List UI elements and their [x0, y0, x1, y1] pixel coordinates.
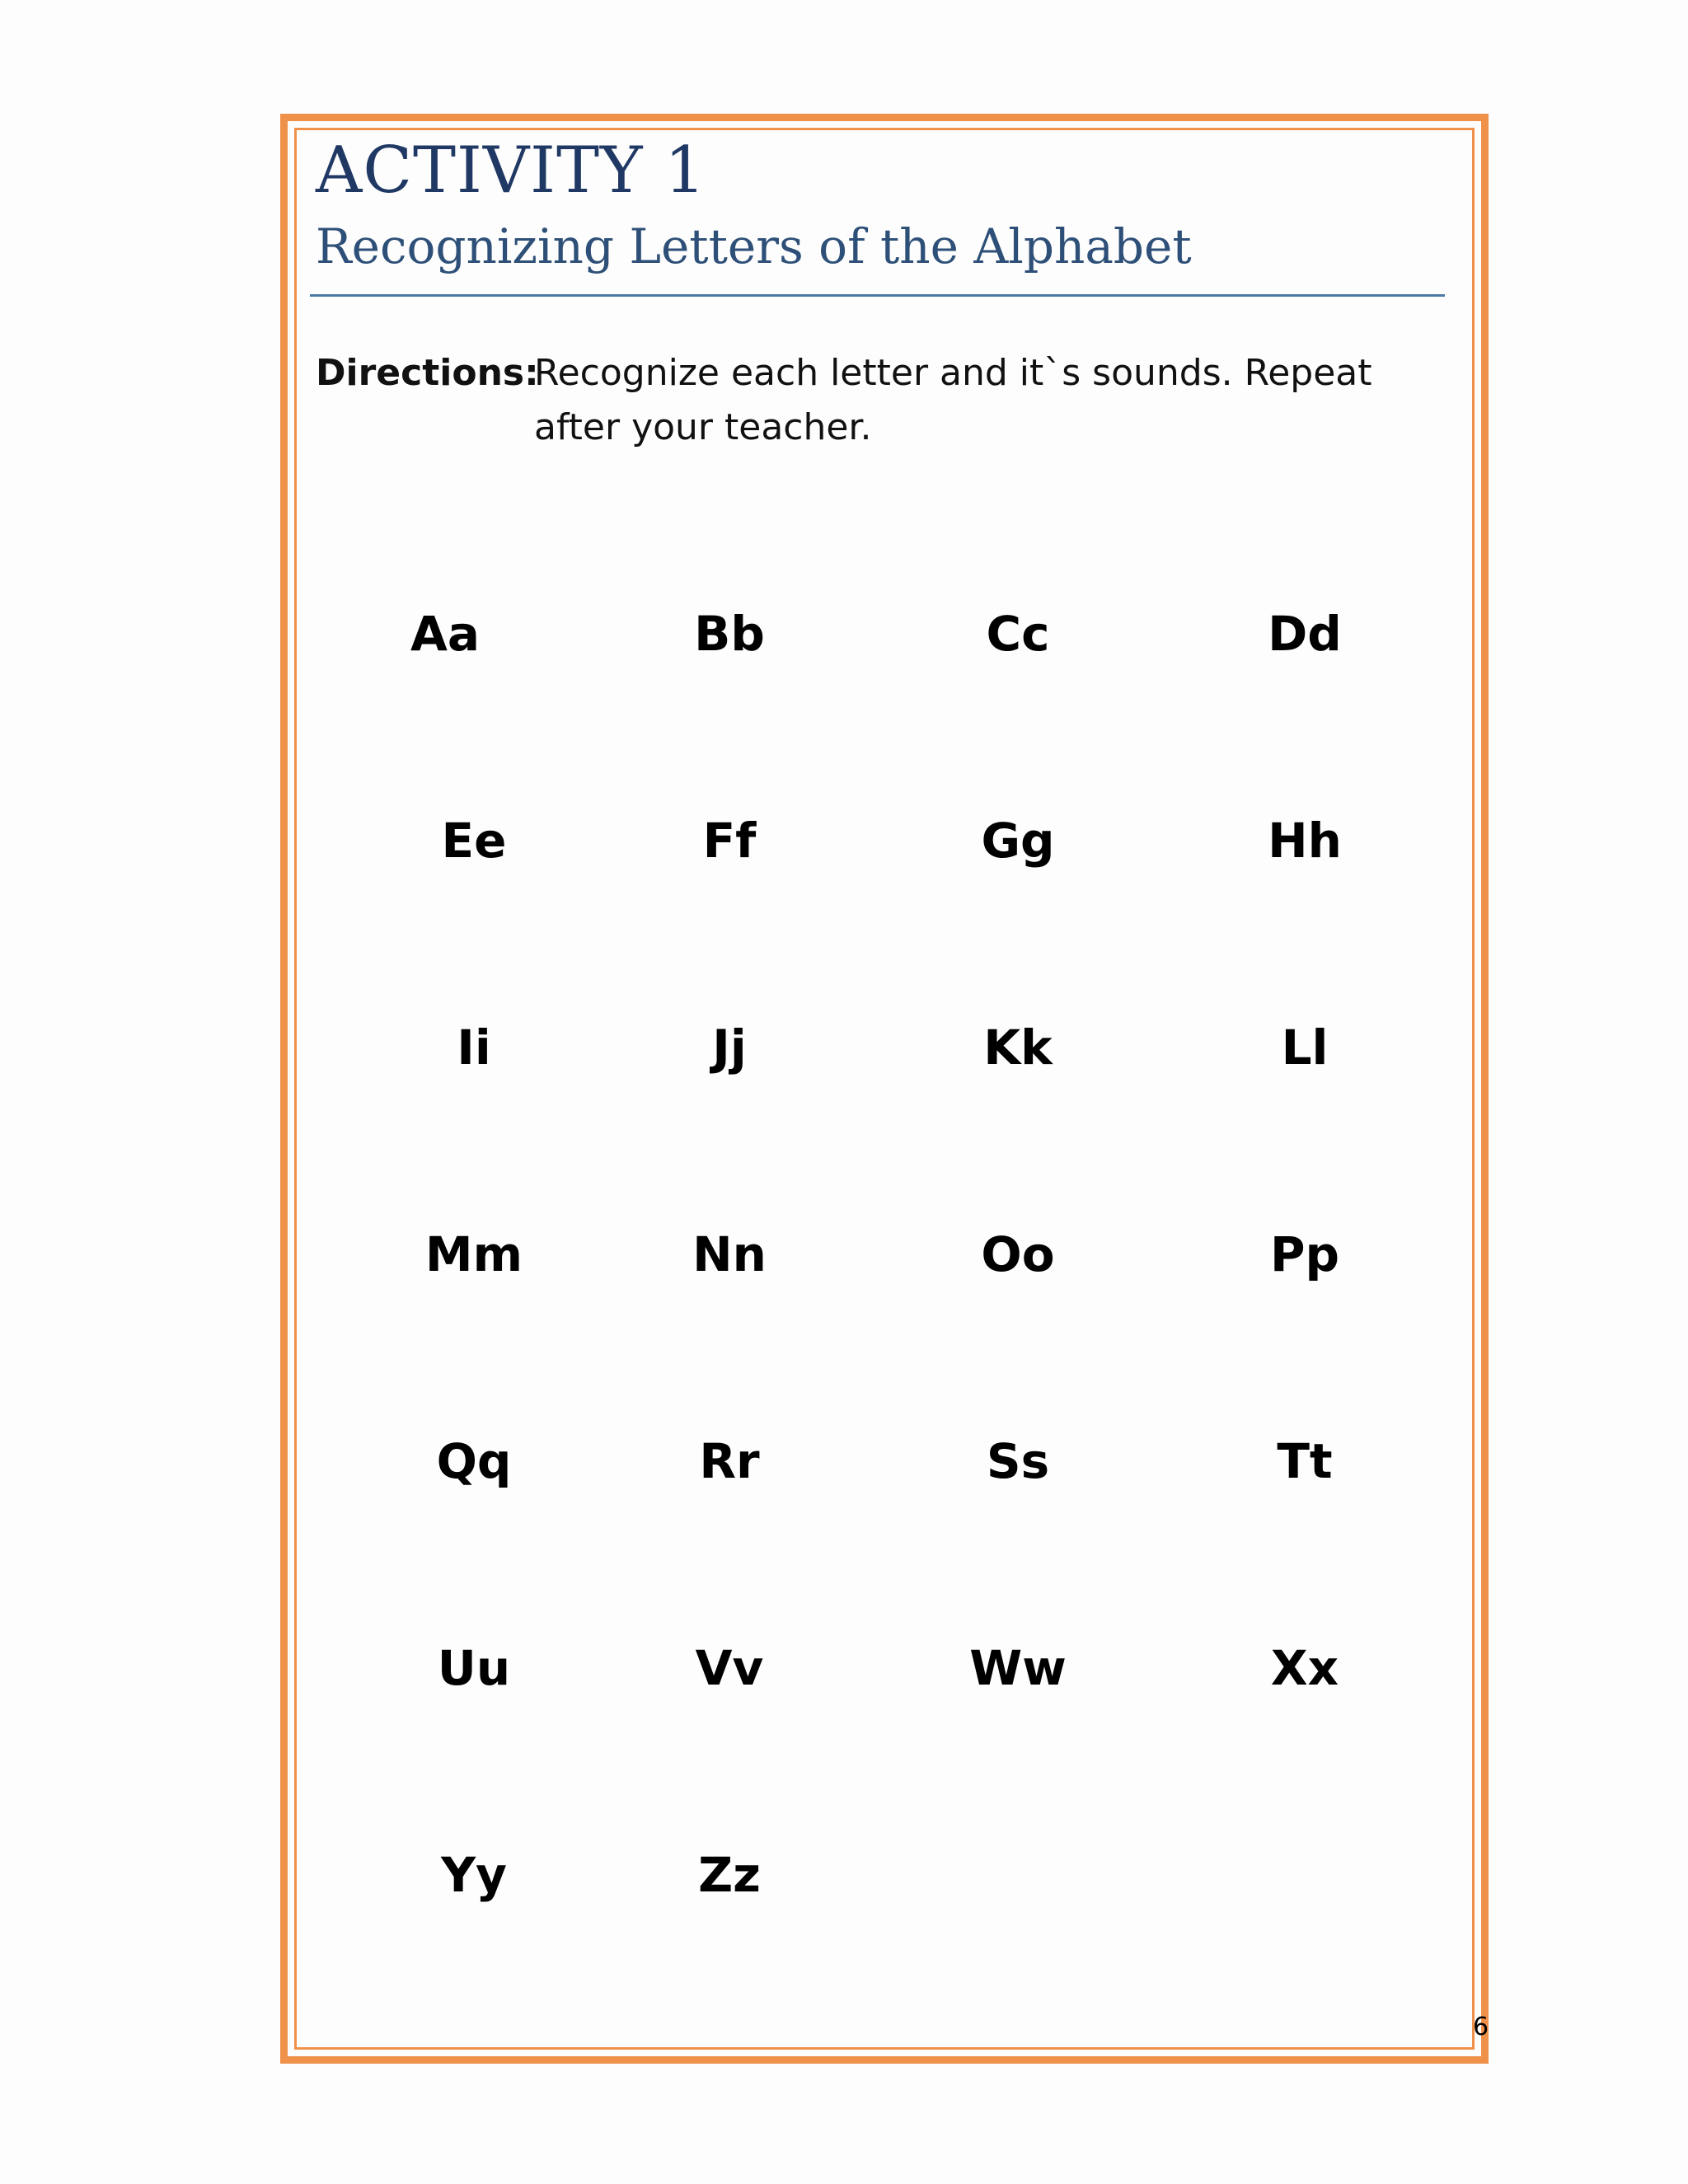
letter-pair: Zz	[698, 1847, 761, 1903]
letter-pair: Oo	[981, 1226, 1055, 1282]
title-divider	[310, 294, 1445, 297]
letter-pair: Uu	[437, 1640, 511, 1696]
letter-pair: Yy	[441, 1847, 507, 1903]
letter-pair: Ff	[702, 813, 757, 869]
letter-pair: Aa	[410, 606, 481, 662]
letter-pair: Xx	[1270, 1640, 1339, 1696]
letter-pair: Nn	[692, 1226, 767, 1282]
letter-pair: Mm	[424, 1226, 523, 1282]
letter-pair: Pp	[1269, 1226, 1340, 1282]
letter-pair: Qq	[436, 1433, 512, 1489]
letter-pair: Cc	[986, 606, 1050, 662]
letter-pair: Bb	[694, 606, 765, 662]
letter-pair: Rr	[699, 1433, 760, 1489]
activity-title: ACTIVITY 1	[316, 134, 706, 208]
letter-pair: Dd	[1268, 606, 1342, 662]
page-number: 6	[1473, 2013, 1489, 2041]
directions-label: Directions:	[316, 352, 539, 394]
activity-subtitle: Recognizing Letters of the Alphabet	[316, 218, 1192, 274]
letter-pair: Tt	[1277, 1433, 1333, 1489]
letter-pair: Vv	[695, 1640, 764, 1696]
letter-pair: Jj	[712, 1019, 747, 1076]
letter-pair: Ss	[986, 1433, 1050, 1489]
letter-pair: Ee	[441, 813, 507, 869]
letter-pair: Ii	[457, 1019, 491, 1076]
letter-pair: Kk	[983, 1019, 1053, 1076]
letter-pair: Hh	[1268, 813, 1342, 869]
letter-pair: Ll	[1281, 1019, 1329, 1076]
letter-pair: Gg	[981, 813, 1055, 869]
letter-pair: Ww	[969, 1640, 1067, 1696]
directions-text: Recognize each letter and it`s sounds. Repeat after your teacher.	[534, 352, 1372, 448]
